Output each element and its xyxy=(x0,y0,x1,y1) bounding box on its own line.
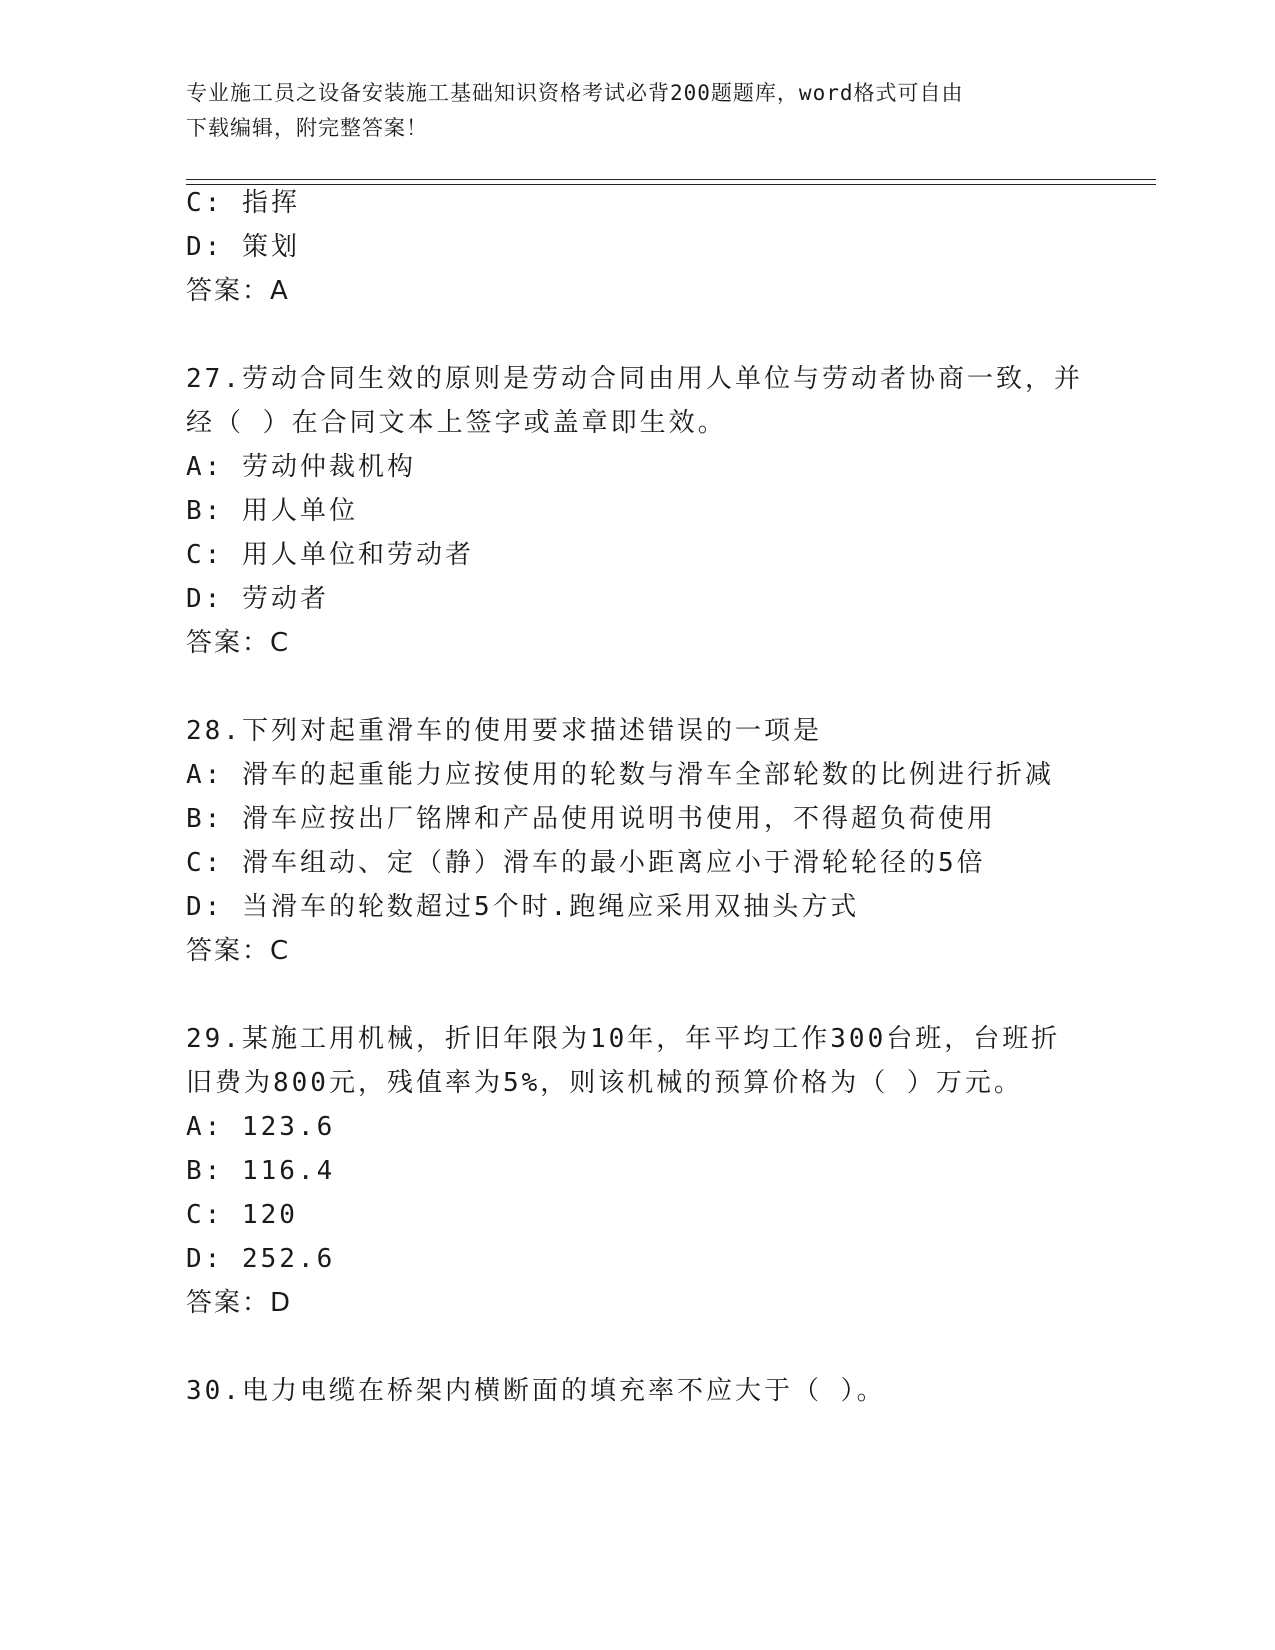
q28-stem-line-1: 28.下列对起重滑车的使用要求描述错误的一项是 xyxy=(186,716,822,746)
prev-option-c: C: 指挥 xyxy=(186,188,300,218)
prev-option-d: D: 策划 xyxy=(186,232,300,262)
q28-option-d: D: 当滑车的轮数超过5个时.跑绳应采用双抽头方式 xyxy=(186,892,860,922)
header-divider-bottom xyxy=(186,184,1156,185)
q29-stem-line-2: 旧费为800元，残值率为5%，则该机械的预算价格为（ ）万元。 xyxy=(186,1068,1023,1098)
q28-option-a: A: 滑车的起重能力应按使用的轮数与滑车全部轮数的比例进行折减 xyxy=(186,760,1054,790)
header-line-2: 下载编辑，附完整答案！ xyxy=(186,116,428,140)
document-header xyxy=(186,76,1086,146)
q27-option-c: C: 用人单位和劳动者 xyxy=(186,540,474,570)
q28-option-c: C: 滑车组动、定（静）滑车的最小距离应小于滑轮轮径的5倍 xyxy=(186,848,986,878)
q27-option-d: D: 劳动者 xyxy=(186,584,329,614)
q29-option-d: D: 252.6 xyxy=(186,1244,336,1274)
q27-answer: 答案：C xyxy=(186,628,291,658)
q29-answer: 答案：D xyxy=(186,1288,293,1318)
q29-option-b: B: 116.4 xyxy=(186,1156,336,1186)
q29-stem-line-1: 29.某施工用机械，折旧年限为10年，年平均工作300台班，台班折 xyxy=(186,1024,1061,1054)
q27-option-a: A: 劳动仲裁机构 xyxy=(186,452,416,482)
q27-stem-line-1: 27.劳动合同生效的原则是劳动合同由用人单位与劳动者协商一致，并 xyxy=(186,364,1083,394)
q28-option-b: B: 滑车应按出厂铭牌和产品使用说明书使用，不得超负荷使用 xyxy=(186,804,996,834)
q28-answer: 答案：C xyxy=(186,936,291,966)
header-line-1: 专业施工员之设备安装施工基础知识资格考试必背200题题库，word格式可自由 xyxy=(186,81,964,105)
header-divider-top xyxy=(186,179,1156,180)
q29-option-c: C: 120 xyxy=(186,1200,298,1230)
q29-option-a: A: 123.6 xyxy=(186,1112,336,1142)
q27-option-b: B: 用人单位 xyxy=(186,496,358,526)
q30-stem-line-1: 30.电力电缆在桥架内横断面的填充率不应大于（ ）。 xyxy=(186,1376,886,1406)
q27-stem-line-2: 经（ ）在合同文本上签字或盖章即生效。 xyxy=(186,408,727,438)
prev-answer: 答案：A xyxy=(186,276,290,306)
